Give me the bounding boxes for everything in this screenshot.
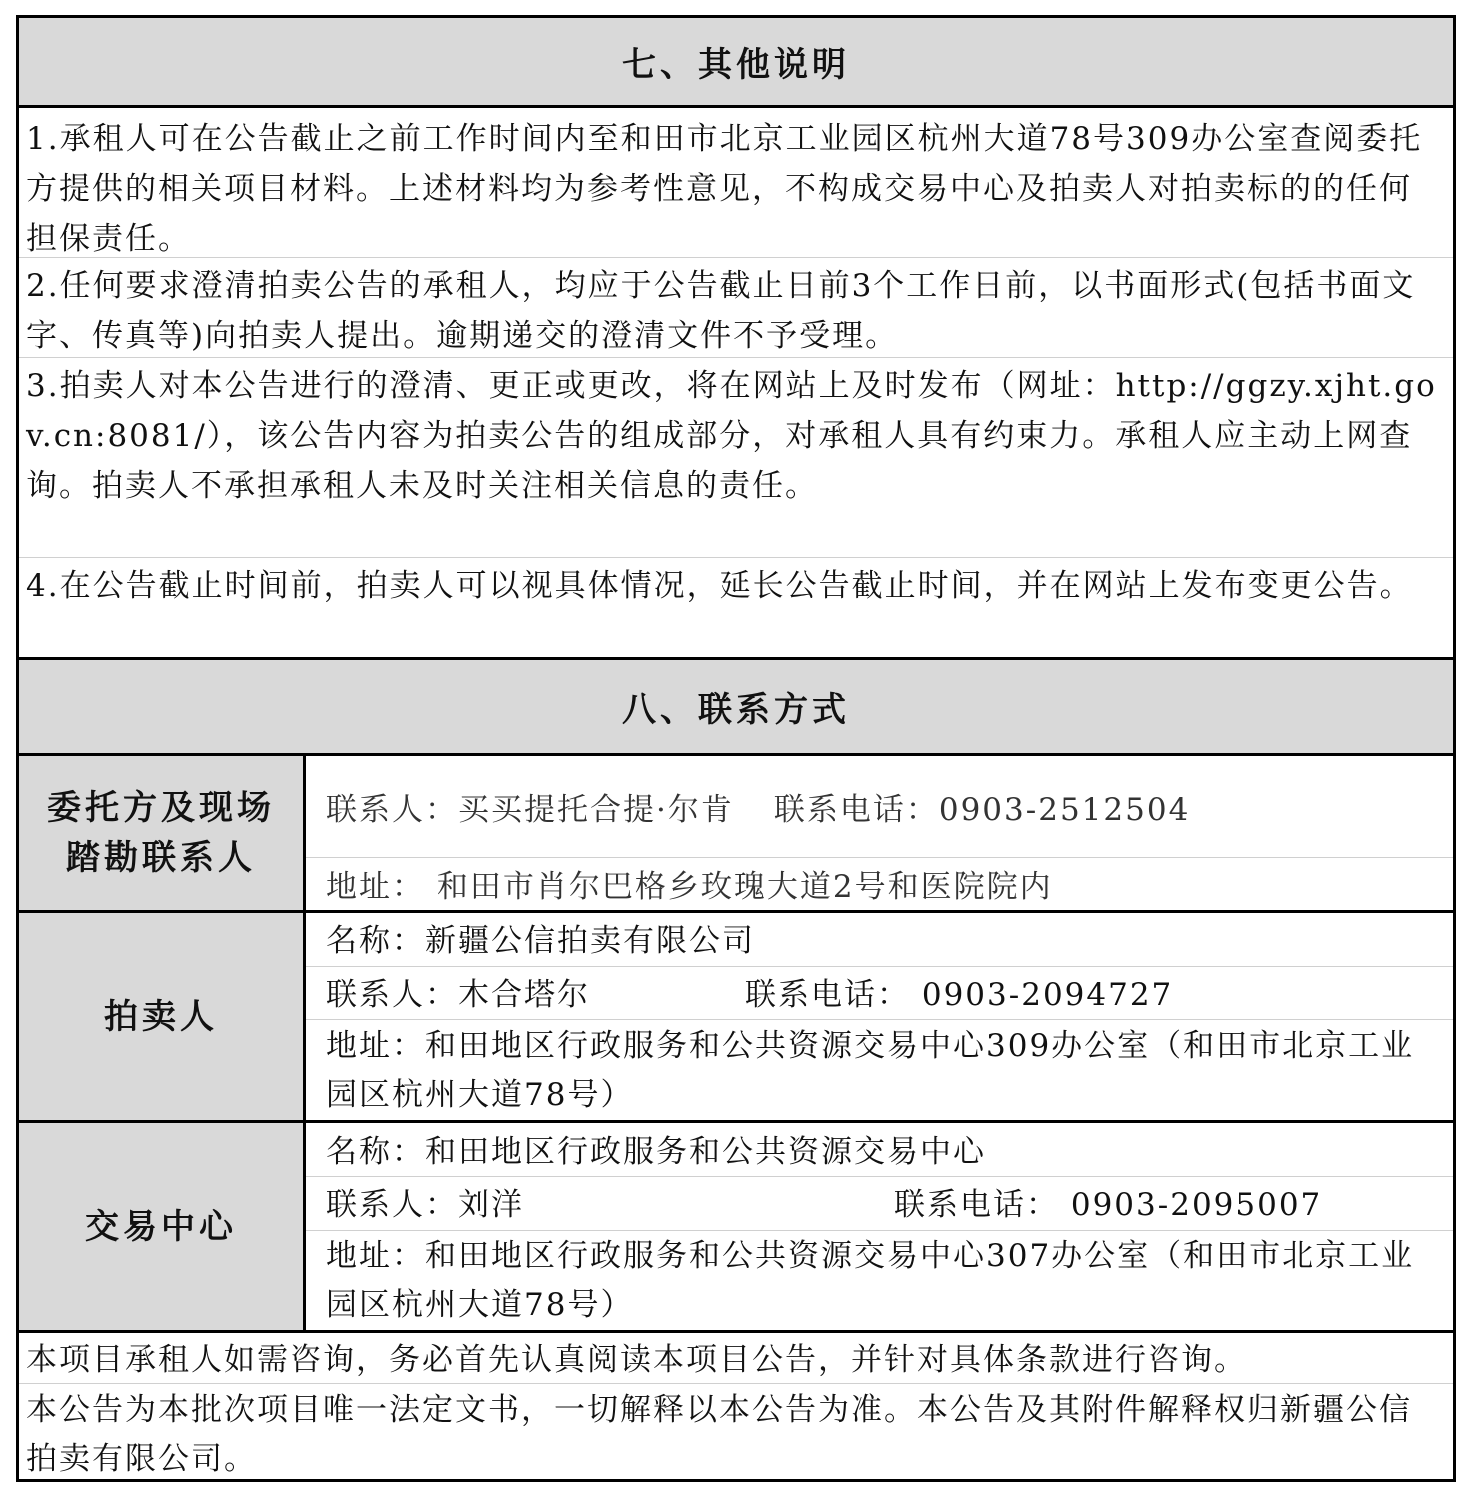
divider [306, 857, 1453, 858]
auctioneer-label: 拍卖人 [19, 913, 303, 1120]
section7-title: 七、其他说明 [19, 18, 1453, 105]
auctioneer-address: 地址：和田地区行政服务和公共资源交易中心309办公室（和田市北京工业园区杭州大道78号） [326, 1028, 1415, 1113]
center-contact: 联系人：刘洋 [326, 1187, 524, 1223]
auctioneer-name: 名称：新疆公信拍卖有限公司 [326, 923, 755, 959]
center-phone: 联系电话： 0903-2095007 [894, 1187, 1323, 1223]
divider [19, 257, 1453, 258]
divider [306, 1176, 1453, 1177]
entrust-address: 地址： 和田市肖尔巴格乡玫瑰大道2号和医院院内 [326, 869, 1053, 905]
center-name: 名称：和田地区行政服务和公共资源交易中心 [326, 1134, 986, 1170]
column-divider [303, 913, 306, 1120]
notice-sheet [16, 15, 1456, 1482]
divider [306, 1019, 1453, 1020]
column-divider [303, 1123, 306, 1330]
entrust-label-line2: 踏勘联系人 [66, 838, 256, 878]
footer-note-2: 本公告为本批次项目唯一法定文书，一切解释以本公告为准。本公告及其附件解释权归新疆公信拍卖有限公司。 [26, 1392, 1412, 1477]
divider [19, 1383, 1453, 1384]
divider [19, 557, 1453, 558]
note-item-1: 1.承租人可在公告截止之前工作时间内至和田市北京工业园区杭州大道78号309办公室查阅委托方提供的相关项目材料。上述材料均为参考性意见，不构成交易中心及拍卖人对拍卖标的的任何担保责任。 [26, 121, 1423, 257]
divider [306, 966, 1453, 967]
divider [19, 357, 1453, 358]
entrust-contact: 联系人：买买提托合提·尔肯 [326, 792, 734, 828]
entrust-contact-row [316, 784, 1453, 836]
section8-title: 八、联系方式 [19, 660, 1453, 753]
note-item-2: 2.任何要求澄清拍卖公告的承租人，均应于公告截止日前3个工作日前，以书面形式(包括书面文字、传真等)向拍卖人提出。逾期递交的澄清文件不予受理。 [26, 268, 1416, 354]
auctioneer-contact-row [316, 969, 1453, 1021]
center-contact-row [316, 1179, 1453, 1231]
auctioneer-contact: 联系人：木合塔尔 [326, 977, 590, 1013]
center-address: 地址：和田地区行政服务和公共资源交易中心307办公室（和田市北京工业园区杭州大道78号） [326, 1238, 1415, 1323]
divider [306, 1230, 1453, 1231]
entrust-label-line1: 委托方及现场 [47, 788, 275, 828]
note-item-3: 3.拍卖人对本公告进行的澄清、更正或更改，将在网站上及时发布（网址：http://ggzy.xjht.gov.cn:8081/），该公告内容为拍卖公告的组成部分，对承租人具有约束力。承租人应主动上网查询。拍卖人不承担承租人未及时关注相关信息的责任。 [26, 368, 1437, 504]
footer-note-1: 本项目承租人如需咨询，务必首先认真阅读本项目公告，并针对具体条款进行咨询。 [26, 1342, 1247, 1378]
entrust-label [19, 756, 303, 910]
center-label: 交易中心 [19, 1123, 303, 1330]
entrust-phone: 联系电话：0903-2512504 [773, 792, 1191, 828]
note-item-4: 4.在公告截止时间前，拍卖人可以视具体情况，延长公告截止时间，并在网站上发布变更公告。 [26, 568, 1413, 604]
divider [19, 1330, 1453, 1333]
auctioneer-phone: 联系电话： 0903-2094727 [745, 977, 1174, 1013]
divider [19, 105, 1453, 108]
column-divider [303, 756, 306, 910]
